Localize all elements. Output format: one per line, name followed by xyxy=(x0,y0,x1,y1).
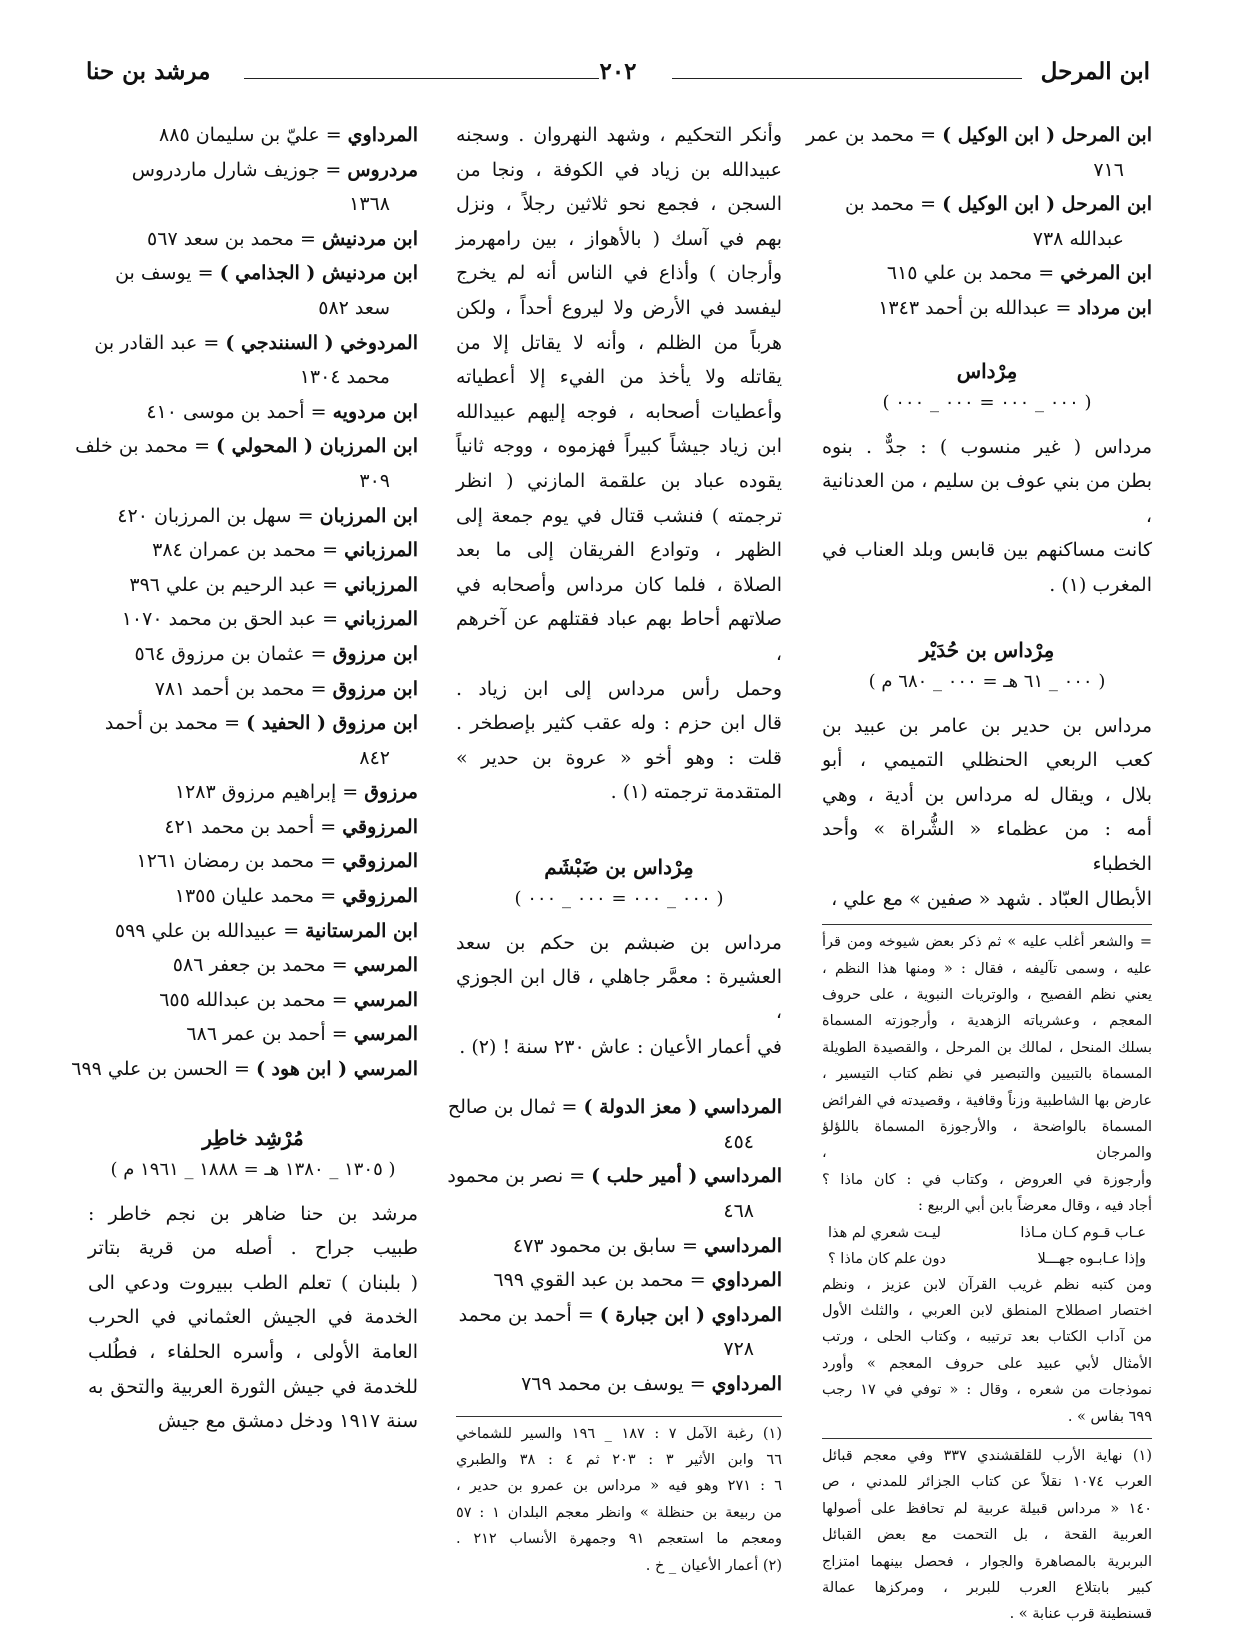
index-entry xyxy=(822,291,1152,326)
text-line: مرداس بن حدير بن عامر بن عبيد بن xyxy=(822,714,1152,737)
entry-reference: = أحمد بن موسى ٤١٠ xyxy=(146,400,333,423)
index-entry xyxy=(88,672,418,707)
text-line: عبيدالله بن زياد في الكوفة ، ونجا من xyxy=(456,158,782,181)
entry-name: ابن المرخي xyxy=(1060,262,1152,285)
footnote-line: العربية القحة ، بل التحمت مع بعض القبائل xyxy=(822,1527,1152,1544)
index-entry xyxy=(88,153,418,222)
text-line: قلت : وهو أخو « عروة بن حدير » xyxy=(456,746,782,769)
text-line: المتقدمة ترجمته (١) . xyxy=(610,781,782,804)
footnote-divider xyxy=(822,924,1152,925)
footnote-line: المسماة بالواضحة ، والأرجوزة المسماة باللؤلؤ والمرجان ، xyxy=(822,1118,1152,1162)
text-line: الظهر ، وتوادع الفريقان إلى ما بعد xyxy=(456,539,782,562)
text-line: وأعطيات أصحابه ، فوجه إليهم عبيدالله xyxy=(456,400,782,423)
text-line: ابن زياد جيشاً كبيراً فهزموه ، ووجه ثانياً xyxy=(456,435,782,458)
entry-name: ابن مردويه xyxy=(332,400,418,423)
header-rule-left xyxy=(244,78,599,79)
footnote-line: (١) رغبة الآمل ٧ : ١٨٧ _ ١٩٦ والسير للشماخي xyxy=(456,1425,782,1442)
entry-name: ابن مرزوق ( الحفيد ) xyxy=(246,712,418,735)
entry-reference: = محمد بن أحمد xyxy=(104,712,247,735)
entry-name: المرزباني xyxy=(344,573,418,596)
text-line: قال ابن حزم : وله عقب كثير بإصطخر . xyxy=(456,712,782,735)
text-line: كانت مساكنهم بين قابس وبلد العناب في xyxy=(822,539,1152,562)
entry-continuation: ٤٦٨ xyxy=(723,1200,754,1223)
index-entry xyxy=(88,533,418,568)
index-entry xyxy=(75,429,418,498)
page-header xyxy=(86,58,1150,98)
text-line: الخدمة في الجيش العثماني في الحرب xyxy=(88,1306,418,1329)
index-entry xyxy=(456,1298,782,1367)
index-entry xyxy=(88,983,418,1018)
entry-reference: = محمد بن xyxy=(844,193,943,216)
entry-name: مرزوق xyxy=(364,781,418,804)
index-entry xyxy=(88,637,418,672)
text-line: بطن من بني عوف بن سليم ، من العدنانية ، xyxy=(822,470,1152,527)
index-entry xyxy=(88,844,418,879)
middle-column xyxy=(447,118,783,1579)
index-entry xyxy=(88,222,418,257)
footnote-continuation xyxy=(822,929,1152,1219)
entry-reference: = محمد عليان ١٣٥٥ xyxy=(174,885,343,908)
footnote-line: نموذجات من شعره ، وقال : « توفي في ١٧ رجب xyxy=(822,1382,1152,1399)
middle-entries xyxy=(447,1090,782,1401)
footnote-line: عليه ، وسمى تآليفه ، فقال : « ومنها هذا النظم ، xyxy=(822,960,1152,977)
footnote-line: من ربيعة بن حنظلة » وانظر معجم البلدان ١ : ٥٧ xyxy=(456,1504,782,1521)
entry-reference: = محمد بن عمر xyxy=(806,124,943,146)
text-line: وأنكر التحكيم ، وشهد النهروان . وسجنه xyxy=(456,124,782,146)
entry-continuation: ٧٢٨ xyxy=(723,1338,754,1361)
footnote-line: بسلك المنحل ، لمالك بن المرحل ، والقصيدة الطويلة xyxy=(822,1039,1152,1056)
footnote-line: ٦٦ وابن الأثير ٣ : ٢٠٣ ثم ٤ : ٣٨ والطبري xyxy=(456,1452,782,1468)
footnote-line: ٦ : ٢٧١ وهو فيه « مرداس بن عمرو بن حدير ، xyxy=(456,1478,782,1495)
entry-name: ابن المرزبان xyxy=(319,504,418,527)
entry-name: ابن مرزوق xyxy=(332,677,418,700)
entry-reference: = أحمد بن عمر ٦٨٦ xyxy=(186,1023,354,1046)
footnote-line: المسماة بالتبيين والتبصير في نظم كتاب التيسير ، xyxy=(822,1066,1152,1083)
entry-name: ابن المرحل ( ابن الوكيل ) xyxy=(942,124,1152,146)
entry-name: ابن مردنيش ( الجذامي ) xyxy=(219,262,418,285)
index-entry xyxy=(88,118,418,153)
entry-reference: = عبد الرحيم بن علي ٣٩٦ xyxy=(129,573,345,596)
footnote-list xyxy=(822,1443,1152,1628)
header-left-title: مرشد بن حنا xyxy=(86,58,211,85)
footnote-line: كبير بابتلاع العرب للبربر ، ومركزها عمالة xyxy=(822,1580,1152,1597)
entry-name: المرسي ( ابن هود ) xyxy=(255,1058,418,1081)
poem-hemistich-first: عـاب قـوم كـان مـاذا xyxy=(1020,1224,1146,1241)
footnote-line: ١٤٠ « مرداس قبيلة عربية لم تحافظ على أصولها xyxy=(822,1500,1152,1517)
entry-name: المردوخي ( السنندجي ) xyxy=(225,331,418,354)
footnote-line: (١) نهاية الأرب للقلقشندي ٣٣٧ وفي معجم قبائل xyxy=(822,1448,1152,1464)
index-entry xyxy=(88,602,418,637)
poem-hemistich-second: دون علم كان ماذا ؟ xyxy=(828,1250,946,1267)
index-entry xyxy=(447,1090,782,1159)
footnote-line: من آداب الكتاب بعد ترتيبه ، وكتاب الحلى ، ورتب xyxy=(822,1329,1152,1346)
footnote-line: البربرية بالمصاهرة والجوار ، فحصل بينهما امتزاج xyxy=(822,1553,1152,1570)
text-line: صلاتهم أحاط بهم عباد فقتلهم عن آخرهم ، xyxy=(456,608,782,665)
footnote-line: ومعجم ما استعجم ٩١ وجمهرة الأنساب ٢١٢ . xyxy=(456,1531,783,1548)
text-line: هرباً من الظلم ، وأنه لا يقاتل إلا من xyxy=(456,331,782,354)
index-entry xyxy=(806,118,1152,187)
right-entries xyxy=(806,118,1152,326)
text-line: بهم في آسك ( بالأهواز ، بين رامهرمز xyxy=(456,227,782,250)
entry-name: المرسي xyxy=(353,988,418,1011)
poem-hemistich-first: وإذا عـابـوه جهـــلا xyxy=(1037,1250,1146,1267)
footnote-line: أجاد فيه ، وقال معرضاً بابن أبي الربيع : xyxy=(917,1198,1152,1215)
entry-name: المرزباني xyxy=(344,608,418,631)
entry-name: ابن مردنيش xyxy=(321,227,418,250)
section-dates-mirdas: ( ٠٠٠ _ ٠٠٠ = ٠٠٠ _ ٠٠٠ ) xyxy=(882,391,1092,413)
entry-continuation: ١٣٦٨ xyxy=(349,193,390,216)
poem-verse xyxy=(822,1246,1152,1272)
index-entry xyxy=(88,775,418,810)
index-entry xyxy=(822,256,1152,291)
entry-name: المرزوقي xyxy=(342,885,418,908)
entry-reference: = محمد بن عمران ٣٨٤ xyxy=(152,539,345,562)
entry-reference: = عليّ بن سليمان ٨٨٥ xyxy=(159,124,348,146)
footnote-list-middle xyxy=(456,1421,782,1579)
poem-hemistich-second: ليـت شعري لم هذا xyxy=(828,1224,941,1241)
text-line: يقوده عباد بن علقمة المازني ( انظر xyxy=(456,469,782,492)
text-line: المغرب (١) . xyxy=(1049,573,1152,596)
text-line: العامة الأولى ، وأسره الحلفاء ، فطُلب xyxy=(88,1341,418,1363)
text-line: في أعمار الأعيان : عاش ٢٣٠ سنة ! (٢) . xyxy=(459,1035,782,1058)
index-entry xyxy=(88,914,418,949)
footnote-line: (٢) أعمار الأعيان _ خ . xyxy=(645,1557,782,1574)
index-entry xyxy=(447,1159,782,1228)
text-line: للخدمة في جيش الثورة العربية والتحق به xyxy=(88,1375,418,1398)
header-right-title: ابن المرحل xyxy=(1040,58,1150,85)
entry-reference: = عبد الحق بن محمد ١٠٧٠ xyxy=(121,608,345,631)
entry-reference: = جوزيف شارل ماردروس xyxy=(131,158,348,181)
footnote-line: الأمثال لأبي عبيد على حروف المعجم » وأورد xyxy=(822,1355,1152,1372)
right-column xyxy=(806,118,1153,1628)
entry-reference: = أحمد بن محمد ٤٢١ xyxy=(164,815,343,838)
left-column xyxy=(71,118,418,1439)
footnote-line: = والشعر أغلب عليه » ثم ذكر بعض شيوخه ومن قرأ xyxy=(822,934,1152,951)
entry-name: ابن مرداد xyxy=(1077,296,1152,319)
entry-continuation: ٤٥٤ xyxy=(723,1130,754,1153)
entry-reference: = محمد بن جعفر ٥٨٦ xyxy=(172,954,354,977)
text-line: سنة ١٩١٧ ودخل دمشق مع جيش xyxy=(157,1410,418,1433)
footnote-line: وأرجوزة في العروض ، وكتاب في : كان ماذا ؟ xyxy=(822,1171,1152,1188)
entry-reference: = عثمان بن مرزوق ٥٦٤ xyxy=(134,642,333,665)
entry-name: المرداوي xyxy=(711,1269,782,1292)
index-entry xyxy=(88,395,418,430)
section-text-mirdas-cont xyxy=(456,118,782,810)
entry-name: المرداسي ( معز الدولة ) xyxy=(583,1096,782,1119)
text-line: مرداس ( غير منسوب ) : جدٌّ . بنوه xyxy=(822,435,1152,458)
entry-name: المرسي xyxy=(353,1023,418,1046)
entry-name: ابن المرزبان ( المحولي ) xyxy=(216,435,418,458)
entry-continuation: سعد ٥٨٢ xyxy=(318,296,390,319)
text-line: أمه : من عظماء « الشُّراة » وأحد الخطباء xyxy=(822,818,1152,875)
footnote-line: قسنطينة قرب عنابة » . xyxy=(1009,1606,1152,1623)
entry-reference: = محمد بن سعد ٥٦٧ xyxy=(147,227,322,250)
entry-name: المرزباني xyxy=(344,539,418,562)
entry-reference: = محمد بن رمضان ١٢٦١ xyxy=(136,850,343,873)
text-line: بلال ، ويقال له مرداس بن أدية ، وهي xyxy=(822,783,1152,806)
entry-reference: = يوسف بن xyxy=(115,262,220,285)
entry-name: المرسي xyxy=(353,954,418,977)
index-entry xyxy=(88,1017,418,1052)
footnote-divider-middle xyxy=(456,1416,782,1417)
footnote-line: اختصار اصطلاح المنطق لابن العربي ، والثلث الأول xyxy=(822,1302,1152,1319)
text-line: الصلاة ، فلما كان مرداس وأصحابه في xyxy=(456,573,782,596)
text-line: طبيب جراح . أصله من قرية بتاتر xyxy=(88,1237,418,1260)
entry-name: المرداسي xyxy=(703,1234,782,1257)
index-entry xyxy=(456,1229,782,1264)
footnote-continuation-2 xyxy=(822,1272,1152,1430)
entry-name: المرداوي xyxy=(711,1373,782,1395)
entry-reference: = محمد بن خلف xyxy=(75,435,217,458)
index-entry xyxy=(88,879,418,914)
entry-name: المرداوي ( ابن جبارة ) xyxy=(599,1303,782,1326)
footnote-line: يعني نظم الفصيح ، والوتريات النبوية ، على حروف xyxy=(822,986,1152,1003)
index-entry xyxy=(88,810,418,845)
footnote-divider-2 xyxy=(822,1438,1152,1439)
text-line: وحمل رأس مرداس إلى ابن زياد . xyxy=(456,677,782,700)
entry-name: مردروس xyxy=(347,158,418,181)
index-entry xyxy=(88,499,418,534)
entry-continuation: ٣٠٩ xyxy=(359,469,390,492)
index-entry xyxy=(88,326,418,395)
section-text-mirdas xyxy=(822,430,1152,603)
section-dates-murshid-khatir: ( ١٣٠٥ _ ١٣٨٠ هـ = ١٨٨٨ _ ١٩٦١ م ) xyxy=(110,1158,396,1180)
entry-reference: = محمد بن عبدالله ٦٥٥ xyxy=(159,988,354,1011)
entry-name: المرزوقي xyxy=(342,815,418,838)
section-title-mirdas-dabsham: مِرْداس بن ضَبْشَم xyxy=(544,854,694,879)
section-text-mirdas-hudayr xyxy=(822,709,1152,917)
section-dates-mirdas-hudayr: ( ٠٠٠ _ ٦١ هـ = ٠٠٠ _ ٦٨٠ م ) xyxy=(868,670,1106,692)
text-line: الأبطال العبّاد . شهد « صفين » مع علي ، xyxy=(831,887,1152,910)
index-entry xyxy=(88,948,418,983)
text-line: ( بلبنان ) تعلم الطب ببيروت ودعي الى xyxy=(88,1271,418,1294)
index-entry xyxy=(822,187,1152,256)
entry-reference: = عبد القادر بن xyxy=(94,331,226,354)
poem-verse xyxy=(822,1220,1152,1246)
text-line: ليفسد في الأرض ولا ليروع أحداً ، ولكن xyxy=(456,296,782,319)
entry-reference: = إبراهيم مرزوق ١٢٨٣ xyxy=(174,781,365,804)
entry-name: ابن مرزوق xyxy=(332,642,418,665)
index-entry xyxy=(71,1052,418,1087)
footnote-poem xyxy=(822,1220,1152,1272)
index-entry xyxy=(88,256,418,325)
entry-reference: = نصر بن محمود xyxy=(447,1165,592,1188)
entry-reference: = أحمد بن محمد xyxy=(458,1303,600,1326)
index-entry xyxy=(456,1263,782,1298)
footnote-line: عارض بها الشاطبية وزناً وقافية ، وقصيدته في الفرائض xyxy=(822,1092,1152,1109)
section-text-murshid-khatir xyxy=(88,1197,418,1439)
entry-reference: = ثمال بن صالح xyxy=(447,1096,584,1119)
entry-reference: = عبدالله بن أحمد ١٣٤٣ xyxy=(878,296,1078,319)
entry-reference: = محمد بن علي ٦١٥ xyxy=(886,262,1061,285)
text-line: يقاتله ولا يأخذ من الفيء إلا أعطياته xyxy=(456,366,782,389)
entry-name: المرداسي ( أمير حلب ) xyxy=(591,1165,782,1188)
index-entry xyxy=(88,568,418,603)
entry-continuation: عبدالله ٧٣٨ xyxy=(1032,227,1124,250)
entry-continuation: ٧١٦ xyxy=(1093,158,1124,181)
section-title-mirdas: مِرْداس xyxy=(956,358,1018,383)
section-dates-mirdas-dabsham: ( ٠٠٠ _ ٠٠٠ = ٠٠٠ _ ٠٠٠ ) xyxy=(514,887,724,909)
footnote-line: العرب ١٠٧٤ نقلاً عن كتاب الجزائر للمدني ، ص xyxy=(822,1474,1153,1491)
text-line: مرشد بن حنا ضاهر بن نجم خاطر : xyxy=(88,1202,418,1225)
entry-name: ابن المرستانية xyxy=(305,919,418,942)
text-line: العشيرة : معمَّر جاهلي ، قال ابن الجوزي ، xyxy=(456,966,782,1024)
entry-reference: = محمد بن أحمد ٧٨١ xyxy=(154,677,333,700)
entry-reference: = سهل بن المرزبان ٤٢٠ xyxy=(117,504,320,527)
entry-reference: = عبيدالله بن علي ٥٩٩ xyxy=(114,919,306,942)
section-text-mirdas-dabsham xyxy=(456,926,782,1064)
entry-reference: = يوسف بن محمد ٧٦٩ xyxy=(521,1373,712,1395)
left-entries xyxy=(71,118,418,1087)
text-line: السجن ، فجمع نحو ثلاثين رجلاً ، ونزل xyxy=(456,193,782,216)
footnote-line: ٦٩٩ بفاس » . xyxy=(1067,1408,1152,1425)
entry-reference: = سابق بن محمود ٤٧٣ xyxy=(512,1234,704,1257)
section-title-mirdas-hudayr: مِرْداس بن حُدَيْر xyxy=(919,637,1055,662)
entry-reference: = محمد بن عبد القوي ٦٩٩ xyxy=(493,1269,712,1292)
text-line: كعب الربعي الحنظلي التميمي ، أبو xyxy=(822,749,1152,772)
index-entry xyxy=(456,1367,782,1402)
footnote-line: المعجم ، وعشرياته الزهدية ، وأرجوزته المسماة xyxy=(822,1013,1152,1030)
entry-name: ابن المرحل ( ابن الوكيل ) xyxy=(942,193,1152,216)
entry-name: المرزوقي xyxy=(342,850,418,873)
text-line: مرداس بن ضبشم بن حكم بن سعد xyxy=(456,931,782,954)
section-title-murshid-khatir: مُرْشِد خاطِر xyxy=(202,1125,304,1150)
entry-continuation: ٨٤٢ xyxy=(359,746,390,769)
entry-name: المرداوي xyxy=(347,124,418,146)
index-entry xyxy=(88,706,418,775)
text-line: وأرجان ) وأذاع في الناس أنه لم يخرج xyxy=(456,262,782,285)
text-line: ترجمته ) فنشب قتال في يوم جمعة إلى xyxy=(456,504,782,527)
entry-reference: = الحسن بن علي ٦٩٩ xyxy=(71,1058,256,1081)
entry-continuation: محمد ١٣٠٤ xyxy=(299,366,390,389)
page-number: ٢٠٢ xyxy=(599,58,637,85)
footnote-line: ومن كتبه نظم غريب القرآن لابن عزيز ، ونظم xyxy=(822,1276,1152,1293)
